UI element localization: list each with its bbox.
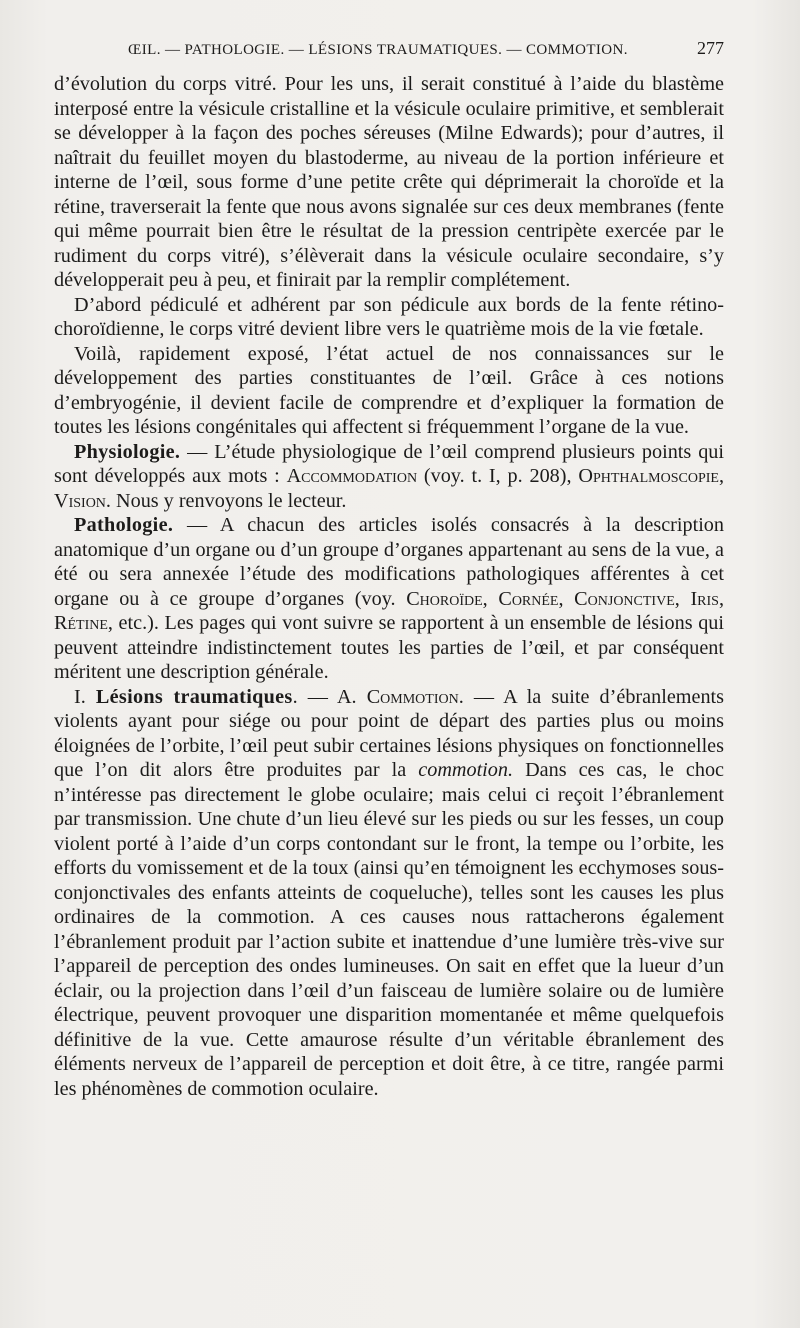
pathology-text-a: — A chacun des articles isolés consacrés à la description anatomique d’un organe ou d’un groupe d’organes appartenant au sens de la vue, a été ou sera annexée l’étude des modifications pathologiques afférentes à cet organe ou à ce groupe d’organes (voy.: [54, 514, 724, 610]
traumatic-text-b: — A la suite d’ébranlements violents ayant pour siége ou pour point de départ des parties plus ou moins éloignées de l’orbite, l’œil peut subir certaines lésions physiques on fonctionnelles que l’on dit alors être produites par la: [54, 685, 724, 781]
paragraph-physiology: [54, 440, 724, 514]
traumatic-text-c: Dans ces cas, le choc n’intéresse pas directement le globe oculaire; mais celui ci reçoit l’ébranlement par transmission. Une chute d’un lieu élevé sur les pieds ou sur les fesses, un coup violent porté à l’aide d’un corps contondant sur le front, la tempe ou l’orbite, les efforts du vomissement et de la toux (ainsi qu’en témoignent les ecchymoses sous-conjonctivales des enfants atteints de coqueluche), telles sont les causes les plus ordinaires de la commotion. A ces causes nous rattacherons également l’ébranlement produit par l’action subite et inattendue d’une lumière très-vive sur l’appareil de perception des ondes lumineuses. On sait en effet que la lueur d’un éclair, ou la projection dans l’œil d’un faisceau de lumière solaire ou de lumière électrique, peuvent provoquer une disparition momentanée et même quelquefois définitive de la vue. Cette amaurose résulte d’un véritable ébranlement des éléments nerveux de l’appareil de perception et doit être, à ce titre, rangée parmi les phénomènes de commotion oculaire.: [54, 759, 724, 1100]
paragraph-vitreous-body: d’évolution du corps vitré. Pour les uns, il serait constitué à l’aide du blastème interposé entre la vésicule cristalline et la vésicule oculaire primitive, et semblerait se développer à la façon des poches séreuses (Milne Edwards); pour d’autres, il naîtrait du feuillet moyen du blastoderme, au niveau de la portion inférieure et interne de l’œil, sous forme d’une petite crête qui déprimerait la choroïde et la rétine, traverserait la fente que nous avons signalée sur ces deux membranes (fente qui même pourrait bien être le résultat de la pression centripète exercée par le rudiment du corps vitré), s’élèverait dans la vésicule oculaire secondaire, s’y développerait peu à peu, et finirait par la remplir complétement.: [54, 73, 724, 291]
pathology-text-b: etc.). Les pages qui vont suivre se rapportent à un ensemble de lésions qui peuvent atteindre indistinctement toutes les parties de l’œil, et par conséquent méritent une description générale.: [54, 612, 724, 683]
section-heading-traumatic-lesions: Lésions traumatiques: [95, 685, 293, 708]
body-text: [54, 72, 724, 1101]
section-heading-pathology: Pathologie.: [74, 514, 174, 536]
paragraph-traumatic-lesions: [54, 685, 724, 1102]
paragraph-pedicle: D’abord pédiculé et adhérent par son pédicule aux bords de la fente rétino-choroïdienne, le corps vitré devient libre vers le quatrième mois de la vie fœtale.: [54, 293, 724, 340]
physiology-text-c: Nous y renvoyons le lecteur.: [110, 489, 347, 512]
crossref-organs: Choroïde, Cornée, Conjonctive, Iris, Rétine,: [54, 587, 724, 634]
physiology-text-b: (voy. t. I, p. 208),: [417, 465, 579, 487]
term-commotion: commotion.: [418, 759, 514, 781]
traumatic-text-a: . — A.: [292, 685, 367, 708]
paragraph-summary: Voilà, rapidement exposé, l’état actuel de nos connaissances sur le développement des parties constituantes de l’œil. Grâce à ces notions d’embryogénie, il devient facile de comprendre et d’expliquer la formation de toutes les lésions congénitales qui affectent si fréquemment l’organe de la vue.: [54, 342, 724, 438]
section-heading-physiology: Physiologie.: [74, 440, 181, 463]
page-number: 277: [697, 38, 724, 58]
crossref-ophthalmoscopy-vision: Ophthalmoscopie, Vision.: [54, 465, 725, 512]
page-header: [54, 38, 724, 59]
crossref-accommodation: Accommodation: [286, 465, 418, 487]
paragraph-pathology: [54, 513, 724, 685]
section-number: I.: [74, 685, 96, 708]
subheading-commotion: Commotion.: [366, 685, 464, 708]
physiology-text-a: — L’étude physiologique de l’œil comprend plusieurs points qui sont développés aux mots :: [54, 440, 724, 487]
running-head: ŒIL. — PATHOLOGIE. — LÉSIONS TRAUMATIQUES. — COMMOTION.: [128, 42, 628, 58]
